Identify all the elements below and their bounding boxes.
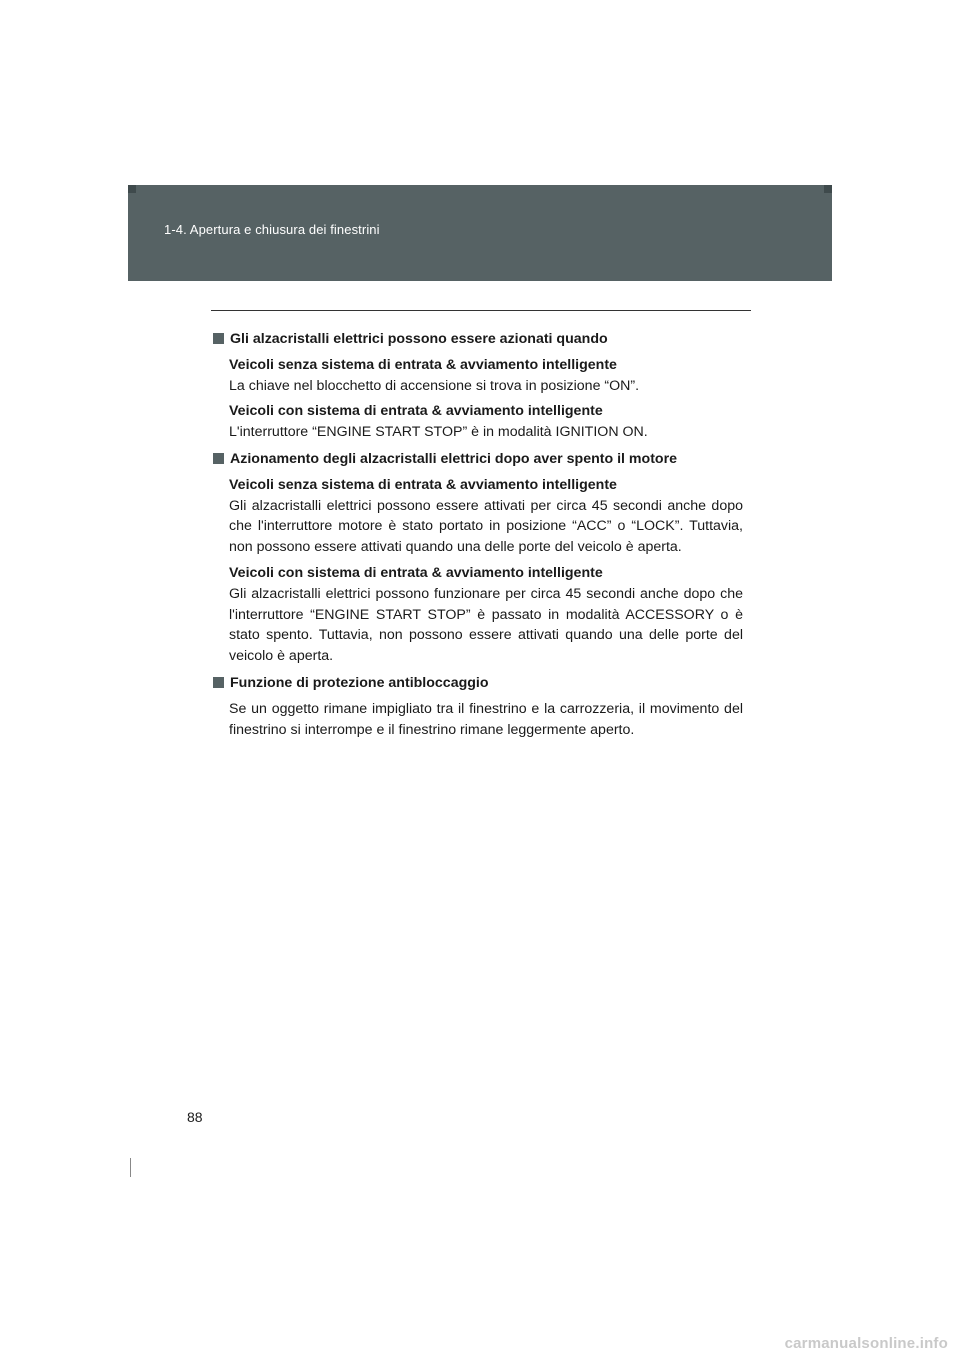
paragraph (229, 401, 743, 443)
section-heading (213, 673, 743, 694)
paragraph-text: La chiave nel blocchetto di accensione si trova in posizione “ON”. (229, 377, 640, 394)
section-heading (213, 449, 743, 470)
square-bullet-icon (213, 677, 224, 688)
square-bullet-icon (213, 453, 224, 464)
section-heading (213, 329, 743, 350)
subheading: Veicoli con sistema di entrata & avviamento intelligente (229, 403, 603, 420)
section-title: Gli alzacristalli elettrici possono essere azionati quando (230, 331, 608, 347)
paragraph-text: Gli alzacristalli elettrici possono funzionare per circa 45 secondi anche dopo che l'interruttore “ENGINE START STOP” è passato in modalità ACCESSORY o è stato spento. Tuttavia, non possono essere attivati quando una delle porte del veicolo è aperta. (229, 585, 743, 665)
header-band (128, 185, 832, 281)
top-rule (211, 310, 751, 311)
section-title: Funzione di protezione antibloccaggio (230, 674, 489, 691)
paragraph (229, 475, 743, 558)
subheading: Veicoli con sistema di entrata & avviamento intelligente (229, 564, 603, 581)
content-area (213, 329, 743, 746)
subheading: Veicoli senza sistema di entrata & avviamento intelligente (229, 476, 617, 493)
paragraph (229, 563, 743, 667)
paragraph-text: Se un oggetto rimane impigliato tra il finestrino e la carrozzeria, il movimento del finestrino si interrompe e il finestrino rimane leggermente aperto. (229, 700, 743, 738)
watermark: carmanualsonline.info (784, 1335, 948, 1352)
paragraph (229, 355, 743, 397)
section-body (213, 355, 743, 443)
subheading: Veicoli senza sistema di entrata & avviamento intelligente (229, 356, 617, 373)
margin-tick (130, 1158, 131, 1177)
section-label: 1-4. Apertura e chiusura dei finestrini (164, 222, 380, 237)
paragraph-text: L'interruttore “ENGINE START STOP” è in modalità IGNITION ON. (229, 424, 648, 441)
paragraph (229, 699, 743, 741)
paragraph-text: Gli alzacristalli elettrici possono essere attivati per circa 45 secondi anche dopo che l'interruttore motore è stato portato in posizione “ACC” o “LOCK”. Tuttavia, non possono essere attivati quando una delle porte del veicolo è aperta. (229, 497, 743, 556)
page-number: 88 (187, 1109, 203, 1125)
section-body (213, 475, 743, 667)
section-title: Azionamento degli alzacristalli elettrici dopo aver spento il motore (230, 450, 678, 467)
header-corner-right (824, 185, 832, 193)
header-corner-left (128, 185, 136, 193)
square-bullet-icon (213, 333, 224, 344)
section-body (213, 699, 743, 741)
